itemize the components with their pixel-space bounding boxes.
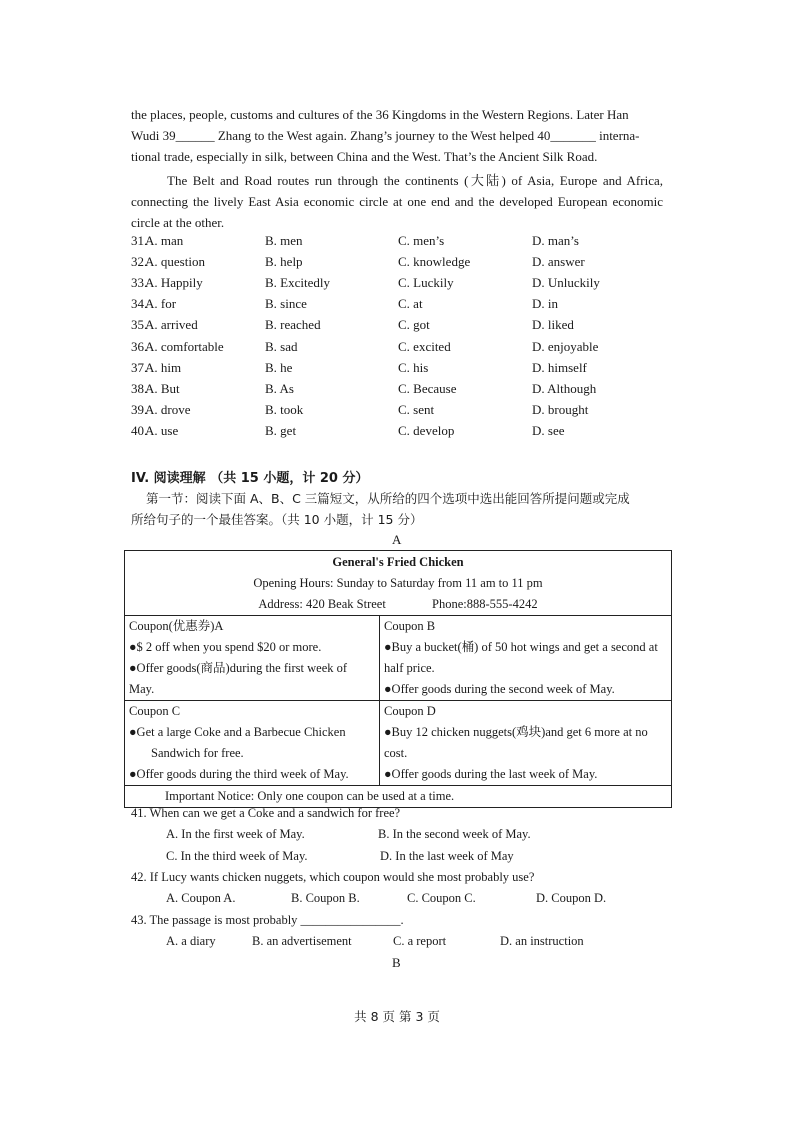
option-c: C. excited bbox=[398, 338, 451, 354]
option-c: C. sent bbox=[398, 401, 435, 417]
option-b: B. As bbox=[265, 380, 294, 396]
option-d: D. man’s bbox=[532, 233, 579, 248]
option-c: C. develop bbox=[398, 422, 455, 438]
q43-option-c: C. a report bbox=[393, 934, 447, 948]
option-c: C. his bbox=[398, 359, 429, 375]
option-b: B. Excitedly bbox=[265, 275, 330, 291]
q43-option-d: D. an instruction bbox=[500, 934, 584, 948]
option-d: D. see bbox=[532, 422, 565, 438]
option-c: C. men’s bbox=[398, 233, 445, 248]
section-title: IV. 阅读理解 （共 15 小题，计 20 分） bbox=[131, 471, 369, 486]
option-d: D. liked bbox=[532, 317, 574, 333]
option-d: D. brought bbox=[532, 401, 589, 417]
option-d: D. Although bbox=[532, 380, 597, 396]
option-a: A. use bbox=[145, 422, 179, 438]
question-42: 42. If Lucy wants chicken nuggets, which coupon would she most probably use? bbox=[131, 870, 535, 884]
coupon-c-bullet-1b: Sandwich for free. bbox=[151, 746, 244, 760]
option-a: A. comfortable bbox=[145, 338, 224, 354]
option-d: D. answer bbox=[532, 254, 585, 270]
q41-option-b: B. In the second week of May. bbox=[378, 827, 531, 841]
passage-label-b: B bbox=[392, 955, 401, 970]
option-a: A. man bbox=[145, 233, 184, 248]
option-row bbox=[131, 360, 671, 381]
ad-title: General's Fried Chicken bbox=[332, 555, 464, 569]
coupon-b-bullet-2: ●Offer goods during the second week of May. bbox=[384, 682, 615, 696]
ad-address: Address: 420 Beak Street bbox=[258, 597, 386, 611]
passage-line-2: Wudi 39______ Zhang to the West again. Zhang’s journey to the West helped 40_______ interna- bbox=[131, 128, 640, 143]
coupon-c-bullet-2: ●Offer goods during the third week of May. bbox=[129, 767, 349, 781]
passage-line-3: tional trade, especially in silk, between China and the West. That’s the Ancient Silk Road. bbox=[131, 149, 598, 164]
q43-option-a: A. a diary bbox=[166, 934, 216, 948]
option-row bbox=[131, 423, 671, 444]
option-d: D. enjoyable bbox=[532, 338, 599, 354]
q42-option-b: B. Coupon B. bbox=[291, 891, 360, 905]
coupon-d bbox=[380, 701, 672, 786]
question-number: 33. bbox=[131, 275, 148, 291]
page-footer: 共 8 页 第 3 页 bbox=[354, 1009, 440, 1024]
ad-phone: Phone:888-555-4242 bbox=[432, 597, 538, 611]
option-row bbox=[131, 402, 671, 423]
question-number: 31. bbox=[131, 233, 148, 248]
question-number: 34. bbox=[131, 296, 148, 312]
coupon-d-bullet-1: ●Buy 12 chicken nuggets(鸡块)and get 6 more at no cost. bbox=[384, 725, 648, 760]
question-number: 40. bbox=[131, 422, 148, 438]
option-b: B. get bbox=[265, 422, 297, 438]
q41-option-c: C. In the third week of May. bbox=[166, 849, 308, 863]
option-b: B. reached bbox=[265, 317, 321, 333]
option-row bbox=[131, 339, 671, 360]
coupon-a-title: Coupon(优惠券)A bbox=[129, 619, 224, 633]
option-a: A. him bbox=[145, 359, 182, 375]
option-c: C. got bbox=[398, 317, 430, 333]
section-instruction-1: 第一节：阅读下面 A、B、C 三篇短文，从所给的四个选项中选出能回答所提问题或完成 bbox=[146, 491, 630, 506]
option-a: A. drove bbox=[145, 401, 191, 417]
option-row bbox=[131, 233, 671, 254]
ad-hours: Opening Hours: Sunday to Saturday from 11 am to 11 pm bbox=[253, 576, 543, 590]
option-a: A. question bbox=[145, 254, 205, 270]
coupon-a-bullet-1: ●$ 2 off when you spend $20 or more. bbox=[129, 640, 322, 654]
option-b: B. since bbox=[265, 296, 307, 312]
coupon-a-bullet-2: ●Offer goods(商品)during the first week of May. bbox=[129, 661, 348, 696]
q42-option-d: D. Coupon D. bbox=[536, 891, 607, 905]
option-b: B. he bbox=[265, 359, 293, 375]
option-row bbox=[131, 381, 671, 402]
q42-option-c: C. Coupon C. bbox=[407, 891, 476, 905]
question-number: 37. bbox=[131, 359, 148, 375]
option-b: B. men bbox=[265, 233, 303, 248]
option-d: D. in bbox=[532, 296, 558, 312]
option-c: C. Luckily bbox=[398, 275, 454, 291]
option-b: B. took bbox=[265, 401, 304, 417]
option-d: D. himself bbox=[532, 359, 587, 375]
coupon-d-bullet-2: ●Offer goods during the last week of May. bbox=[384, 767, 598, 781]
passage-line-1: the places, people, customs and cultures of the 36 Kingdoms in the Western Regions. Later Han bbox=[131, 107, 629, 122]
coupon-c-bullet-1a: ●Get a large Coke and a Barbecue Chicken bbox=[129, 725, 346, 739]
option-a: A. for bbox=[145, 296, 177, 312]
advertisement-table bbox=[124, 550, 672, 808]
option-a: A. Happily bbox=[145, 275, 203, 291]
question-number: 35. bbox=[131, 317, 148, 333]
q41-option-d: D. In the last week of May bbox=[380, 849, 514, 863]
important-notice: Important Notice: Only one coupon can be used at a time. bbox=[125, 786, 672, 808]
option-row bbox=[131, 275, 671, 296]
ad-contact bbox=[129, 594, 667, 615]
question-number: 39. bbox=[131, 401, 148, 417]
q41-option-a: A. In the first week of May. bbox=[166, 827, 305, 841]
coupon-c bbox=[125, 701, 380, 786]
section-instruction-2: 所给句子的一个最佳答案。（共 10 小题，计 15 分） bbox=[131, 512, 423, 527]
option-b: B. sad bbox=[265, 338, 298, 354]
question-41: 41. When can we get a Coke and a sandwich for free? bbox=[131, 806, 401, 820]
question-43: 43. The passage is most probably ________________. bbox=[131, 913, 404, 927]
option-c: C. Because bbox=[398, 380, 457, 396]
q43-option-b: B. an advertisement bbox=[252, 934, 352, 948]
coupon-c-title: Coupon C bbox=[129, 704, 181, 718]
option-b: B. help bbox=[265, 254, 303, 270]
option-row bbox=[131, 317, 671, 338]
passage-paragraph-2: The Belt and Road routes run through the continents (大陆) of Asia, Europe and Africa, connecting the lively East Asia economic circle at one end and the developed European economic circle at the other. bbox=[131, 173, 663, 230]
option-c: C. at bbox=[398, 296, 423, 312]
option-a: A. But bbox=[145, 380, 180, 396]
option-row bbox=[131, 296, 671, 317]
q42-option-a: A. Coupon A. bbox=[166, 891, 236, 905]
option-row bbox=[131, 254, 671, 275]
question-number: 32. bbox=[131, 254, 148, 270]
passage-label-a: A bbox=[392, 532, 402, 547]
question-number: 36. bbox=[131, 338, 148, 354]
question-number: 38. bbox=[131, 380, 148, 396]
coupon-a bbox=[125, 616, 380, 701]
coupon-b-bullet-1: ●Buy a bucket(桶) of 50 hot wings and get a second at half price. bbox=[384, 640, 658, 675]
coupon-b bbox=[380, 616, 672, 701]
coupon-d-title: Coupon D bbox=[384, 704, 436, 718]
option-a: A. arrived bbox=[145, 317, 198, 333]
option-c: C. knowledge bbox=[398, 254, 471, 270]
option-d: D. Unluckily bbox=[532, 275, 600, 291]
coupon-b-title: Coupon B bbox=[384, 619, 436, 633]
